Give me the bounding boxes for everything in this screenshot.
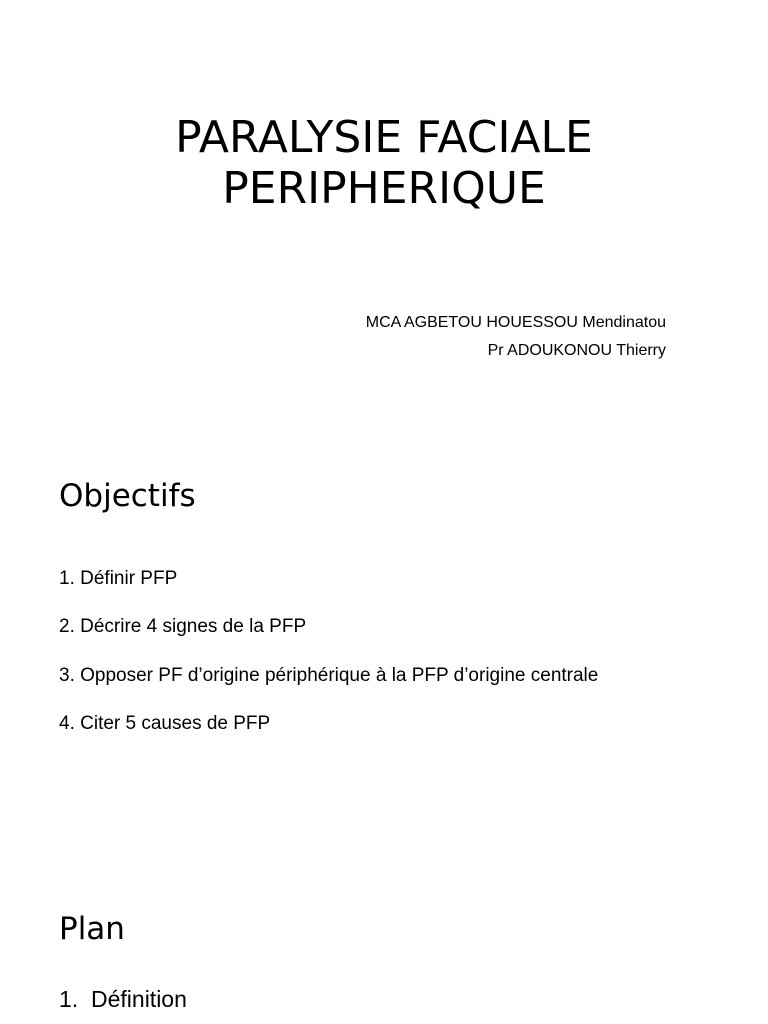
plan-list — [59, 984, 187, 1014]
title-line-2: PERIPHERIQUE — [222, 163, 546, 214]
document-title — [0, 112, 768, 214]
objectif-item-1: 1. Définir PFP — [59, 568, 178, 589]
plan-item-1 — [59, 984, 187, 1014]
objectif-item-3: 3. Opposer PF d’origine périphérique à la PFP d’origine centrale — [59, 664, 599, 686]
objectifs-list — [59, 566, 598, 759]
objectif-item-2: 2. Décrire 4 signes de la PFP — [59, 616, 307, 638]
plan-heading: Plan — [59, 911, 125, 947]
plan-item-number: 1. — [59, 986, 79, 1012]
plan-item-label: Définition — [91, 986, 187, 1012]
objectifs-heading: Objectifs — [59, 478, 196, 514]
author-1: MCA AGBETOU HOUESSOU Mendinatou — [365, 314, 666, 331]
authors-block — [366, 309, 666, 365]
author-2: Pr ADOUKONOU Thierry — [487, 342, 666, 359]
title-line-1: PARALYSIE FACIALE — [175, 112, 593, 163]
objectif-item-4: 4. Citer 5 causes de PFP — [59, 712, 271, 734]
